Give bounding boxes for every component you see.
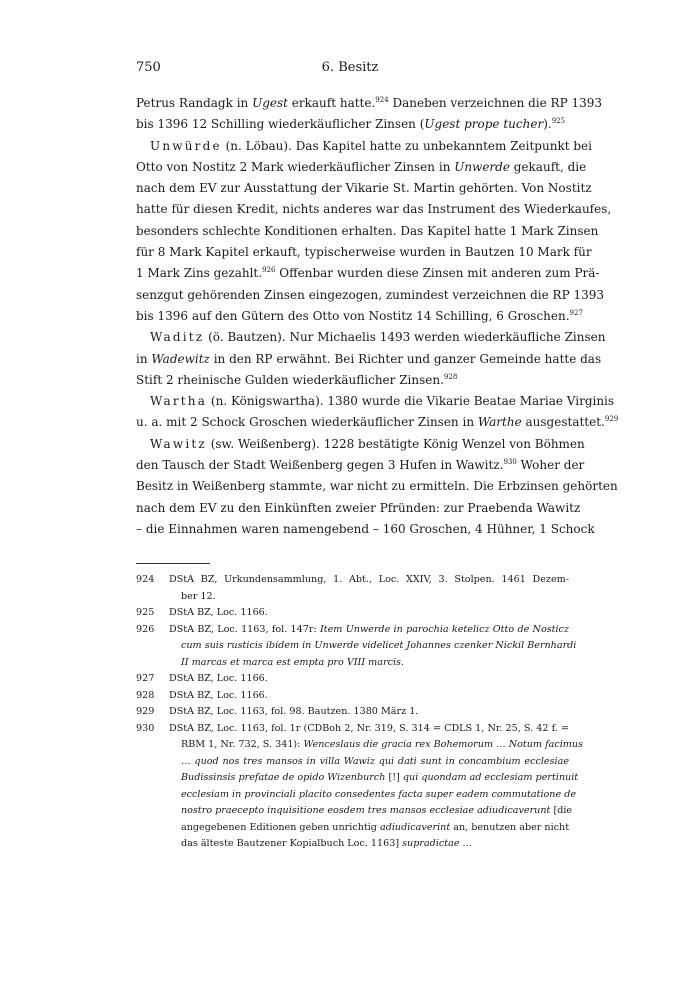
place-name: Waditz xyxy=(150,330,205,345)
footnote-ref: 927 xyxy=(569,308,583,317)
text-run: Daneben verzeichnen die RP 1393 xyxy=(388,96,603,110)
text-run: ber 12. xyxy=(181,590,216,602)
footnote-number: 924 xyxy=(136,574,155,585)
italic-text: Ugest xyxy=(252,96,288,110)
footnote-line xyxy=(169,671,569,688)
text-run: angegebenen Editionen geben unrichtig xyxy=(181,821,380,833)
italic-text: nostro praecepto inquisitione eosdem tres mansos ecclesiae adiudicaverunt xyxy=(181,805,551,816)
footnote-line xyxy=(169,721,569,738)
italic-text: Wenceslaus die gracia rex Bohemorum … Notum facimus xyxy=(303,739,583,750)
footnote xyxy=(136,704,569,721)
text-run: Stift 2 rheinische Gulden wiederkäuflicher Zinsen. xyxy=(136,372,444,387)
text-run: [!] xyxy=(385,772,403,783)
footnote-line xyxy=(169,704,569,721)
footnote-separator xyxy=(136,563,210,564)
footnote-number: 927 xyxy=(136,673,155,684)
footnote-line xyxy=(169,787,577,804)
italic-text: Warthe xyxy=(477,415,522,430)
text-run: u. a. mit 2 Schock Groschen wiederkäuflicher Zinsen in xyxy=(136,415,478,430)
footnote-line xyxy=(169,688,569,705)
italic-text: … quod nos tres mansos in villa Wawiz qui dati sunt in concambium ecclesiae xyxy=(181,755,569,767)
footnote-ref: 924 xyxy=(375,96,389,104)
text-run: erkauft hatte. xyxy=(287,96,376,110)
text-line xyxy=(136,412,619,433)
text-line xyxy=(136,370,569,391)
text-run: DStA BZ, Loc. 1166. xyxy=(169,607,268,618)
text-line xyxy=(136,136,592,157)
text-run: ausgestattet. xyxy=(521,415,605,430)
footnote-ref: 929 xyxy=(604,415,619,424)
footnote xyxy=(136,721,583,853)
footnote-number: 929 xyxy=(136,706,155,717)
text-run: DStA BZ, Loc. 1166. xyxy=(169,673,268,684)
italic-text: ecclesiam in provinciali placito consedentes facta super eadem commutatione de xyxy=(181,788,577,800)
text-run: Offenbar wurden diese Zinsen mit anderen zum Prä- xyxy=(275,266,600,281)
footnote-number: 928 xyxy=(136,689,155,701)
text-line xyxy=(136,349,602,370)
footnote-ref: 930 xyxy=(503,458,517,467)
footnote-number: 925 xyxy=(136,607,155,618)
text-line xyxy=(136,221,599,242)
footnotes xyxy=(136,572,583,853)
text-run: bis 1396 12 Schilling wiederkäuflicher Zinsen ( xyxy=(136,117,425,132)
text-run: an, benutzen aber nicht xyxy=(450,821,570,833)
text-line xyxy=(136,114,569,135)
footnote xyxy=(136,622,577,672)
text-run: 1 Mark Zins gezahlt. xyxy=(136,266,263,281)
text-line xyxy=(136,476,618,497)
italic-text: Wadewitz xyxy=(151,351,210,366)
italic-text: Budissinsis prefatae de opido Wizenburch xyxy=(181,772,386,783)
footnote-line xyxy=(169,572,569,589)
footnote-line xyxy=(169,836,569,853)
text-run: gekauft, die xyxy=(509,159,587,174)
text-run: in xyxy=(136,351,152,366)
footnote xyxy=(136,605,569,622)
italic-text: Ugest prope tucher xyxy=(424,117,544,132)
text-run: Otto von Nostitz 2 Mark wiederkäuflicher Zinsen in xyxy=(136,159,455,174)
footnote xyxy=(136,572,569,605)
running-header xyxy=(130,60,570,80)
text-run: für 8 Mark Kapitel erkauft, typischerweise wurden in Bautzen 10 Mark für xyxy=(136,245,592,260)
text-run: das älteste Bautzener Kopialbuch Loc. 1163] xyxy=(181,838,403,849)
text-run: den Tausch der Stadt Weißenberg gegen 3 Hufen in Wawitz. xyxy=(136,458,504,473)
footnote-line xyxy=(169,589,569,606)
text-run: (sw. Weißenberg). 1228 bestätigte König Wenzel von Böhmen xyxy=(206,436,585,451)
footnote xyxy=(136,671,569,688)
page-number: 750 xyxy=(136,60,161,75)
footnote xyxy=(136,688,569,705)
text-line xyxy=(136,498,581,519)
text-run: besonders schlechte Konditionen erhalten. Das Kapitel hatte 1 Mark Zinsen xyxy=(136,223,599,238)
footnote-ref: 928 xyxy=(443,372,458,381)
italic-text: II marcas et marca est empta pro VIII marcis. xyxy=(181,656,404,668)
place-name: Unwürde xyxy=(150,138,222,153)
text-line xyxy=(136,178,592,199)
text-line xyxy=(136,242,592,263)
text-run: DStA BZ, Urkundensammlung, 1. Abt., Loc. XXIV, 3. Stolpen. 1461 Dezem- xyxy=(169,574,569,585)
footnote-line xyxy=(169,737,583,754)
text-run: Petrus Randagk in xyxy=(136,96,253,110)
body-text xyxy=(136,93,619,540)
text-line xyxy=(136,263,600,284)
text-line xyxy=(136,327,606,348)
text-run: (n. Königswartha). 1380 wurde die Vikarie Beatae Mariae Virginis xyxy=(207,394,615,409)
italic-text: Item Unwerde in parochia ketelicz Otto de Nosticz xyxy=(319,623,569,635)
italic-text: qui quondam ad ecclesiam pertinuit xyxy=(402,772,579,783)
text-run: DStA BZ, Loc. 1163, fol. 98. Bautzen. 1380 März 1. xyxy=(169,706,419,717)
text-line xyxy=(136,391,615,412)
text-run: DStA BZ, Loc. 1166. xyxy=(169,689,268,701)
text-line xyxy=(136,199,612,220)
text-run: nach dem EV zur Ausstattung der Vikarie St. Martin gehörten. Von Nostitz xyxy=(136,181,592,196)
footnote-ref: 925 xyxy=(551,117,566,126)
italic-text: cum suis rusticis ibidem in Unwerde videlicet Johannes czenker Nickil Bernhardi xyxy=(181,640,577,651)
text-run: RBM 1, Nr. 732, S. 341): xyxy=(181,739,304,750)
footnote-line xyxy=(169,622,569,639)
chapter-title: 6. Besitz xyxy=(321,60,379,75)
place-name: Wawitz xyxy=(150,436,207,451)
italic-text: adiudicaverint xyxy=(379,821,451,833)
footnote-line xyxy=(169,754,569,771)
text-run: senzgut gehörenden Zinsen eingezogen, zumindest verzeichnen die RP 1393 xyxy=(136,287,605,302)
text-run: DStA BZ, Loc. 1163, fol. 1r (CDBoh 2, Nr. 319, S. 314 = CDLS 1, Nr. 25, S. 42 f. = xyxy=(169,722,569,734)
footnote-line xyxy=(169,803,573,820)
text-line xyxy=(136,434,585,455)
text-run: in den RP erwähnt. Bei Richter und ganzer Gemeinde hatte das xyxy=(209,351,602,366)
text-run: – die Einnahmen waren namengebend – 160 Groschen, 4 Hühner, 1 Schock xyxy=(136,521,595,536)
text-run: hatte für diesen Kredit, nichts anderes war das Instrument des Wiederkaufes, xyxy=(136,202,612,217)
text-line xyxy=(136,93,603,114)
footnote-line xyxy=(169,655,569,672)
text-line xyxy=(136,157,587,178)
footnote-line xyxy=(169,820,569,837)
footnote-ref: 926 xyxy=(262,266,276,275)
text-line xyxy=(136,519,595,540)
footnote-line xyxy=(169,605,569,622)
text-line xyxy=(136,455,585,476)
place-name: Wartha xyxy=(150,394,208,409)
text-run: ). xyxy=(543,117,552,132)
text-run: DStA BZ, Loc. 1163, fol. 147r: xyxy=(169,623,320,635)
text-line xyxy=(136,285,605,306)
italic-text: supradictae … xyxy=(402,838,473,849)
text-run: nach dem EV zu den Einkünften zweier Pfründen: zur Praebenda Wawitz xyxy=(136,500,581,515)
text-line xyxy=(136,306,583,327)
footnote-line xyxy=(169,770,579,787)
text-run: [die xyxy=(550,805,573,816)
text-run: Woher der xyxy=(516,458,585,473)
text-run: (ö. Bautzen). Nur Michaelis 1493 werden wiederkäufliche Zinsen xyxy=(204,330,606,345)
text-run: (n. Löbau). Das Kapitel hatte zu unbekanntem Zeitpunkt bei xyxy=(221,138,592,153)
footnote-number: 926 xyxy=(136,623,155,635)
text-run: bis 1396 auf den Gütern des Otto von Nostitz 14 Schilling, 6 Groschen. xyxy=(136,308,570,323)
footnote-line xyxy=(169,638,577,655)
italic-text: Unwerde xyxy=(454,159,510,174)
text-run: Besitz in Weißenberg stammte, war nicht zu ermitteln. Die Erbzinsen gehörten xyxy=(136,479,618,494)
footnote-number: 930 xyxy=(136,722,155,734)
